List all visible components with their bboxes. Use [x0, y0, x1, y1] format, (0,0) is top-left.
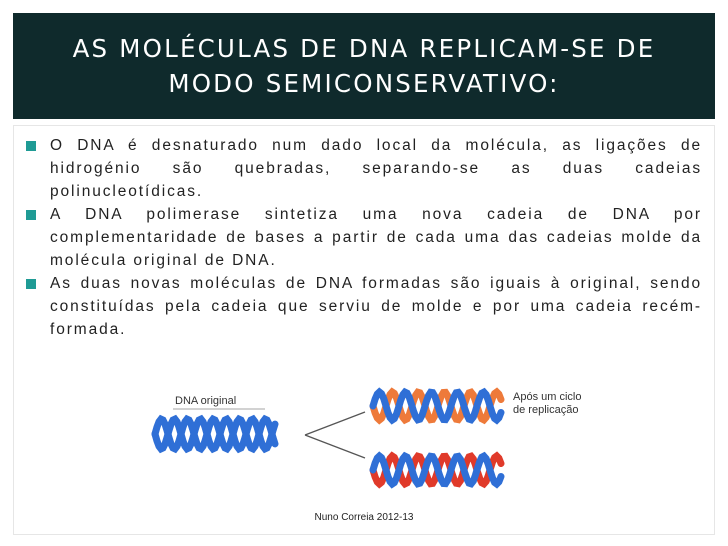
original-dna-helix-icon — [155, 419, 275, 449]
footer-credit: Nuno Correia 2012-13 — [314, 512, 414, 523]
square-bullet-icon — [26, 279, 36, 289]
label-dna-original: DNA original — [175, 395, 237, 407]
daughter-dna-helix-top-icon — [373, 392, 501, 420]
square-bullet-icon — [26, 141, 36, 151]
slide-title-line2: MODO SEMICONSERVATIVO: — [168, 69, 560, 98]
bullet-text: O DNA é desnaturado num dado local da molécula, as ligações de hidrogénio são quebradas, separando-se as duas cadeias polinucleotídicas. — [50, 137, 702, 200]
bullet-text: As duas novas moléculas de DNA formadas são iguais à original, sendo constituídas pela cadeia que serviu de molde e por uma cadeia recém-formada. — [50, 275, 702, 338]
square-bullet-icon — [26, 210, 36, 220]
label-after-cycle-line2: de replicação — [513, 404, 579, 416]
title-banner — [13, 13, 715, 119]
bullet-item — [22, 134, 702, 203]
dna-replication-figure — [133, 376, 635, 504]
bullet-item — [22, 272, 702, 341]
replication-arrows-icon — [305, 412, 365, 458]
dna-replication-diagram — [133, 376, 635, 504]
bullet-text: A DNA polimerase sintetiza uma nova cadeia de DNA por complementaridade de bases a partir de cada uma das cadeias molde da molécula original de DNA. — [50, 206, 702, 269]
daughter-dna-helix-bottom-icon — [373, 456, 501, 484]
slide-title — [73, 31, 656, 101]
slide-title-line1: AS MOLÉCULAS DE DNA REPLICAM-SE DE — [72, 34, 656, 63]
bullet-list — [22, 134, 702, 341]
bullet-item — [22, 203, 702, 272]
label-after-cycle: Após um ciclo — [513, 391, 582, 403]
